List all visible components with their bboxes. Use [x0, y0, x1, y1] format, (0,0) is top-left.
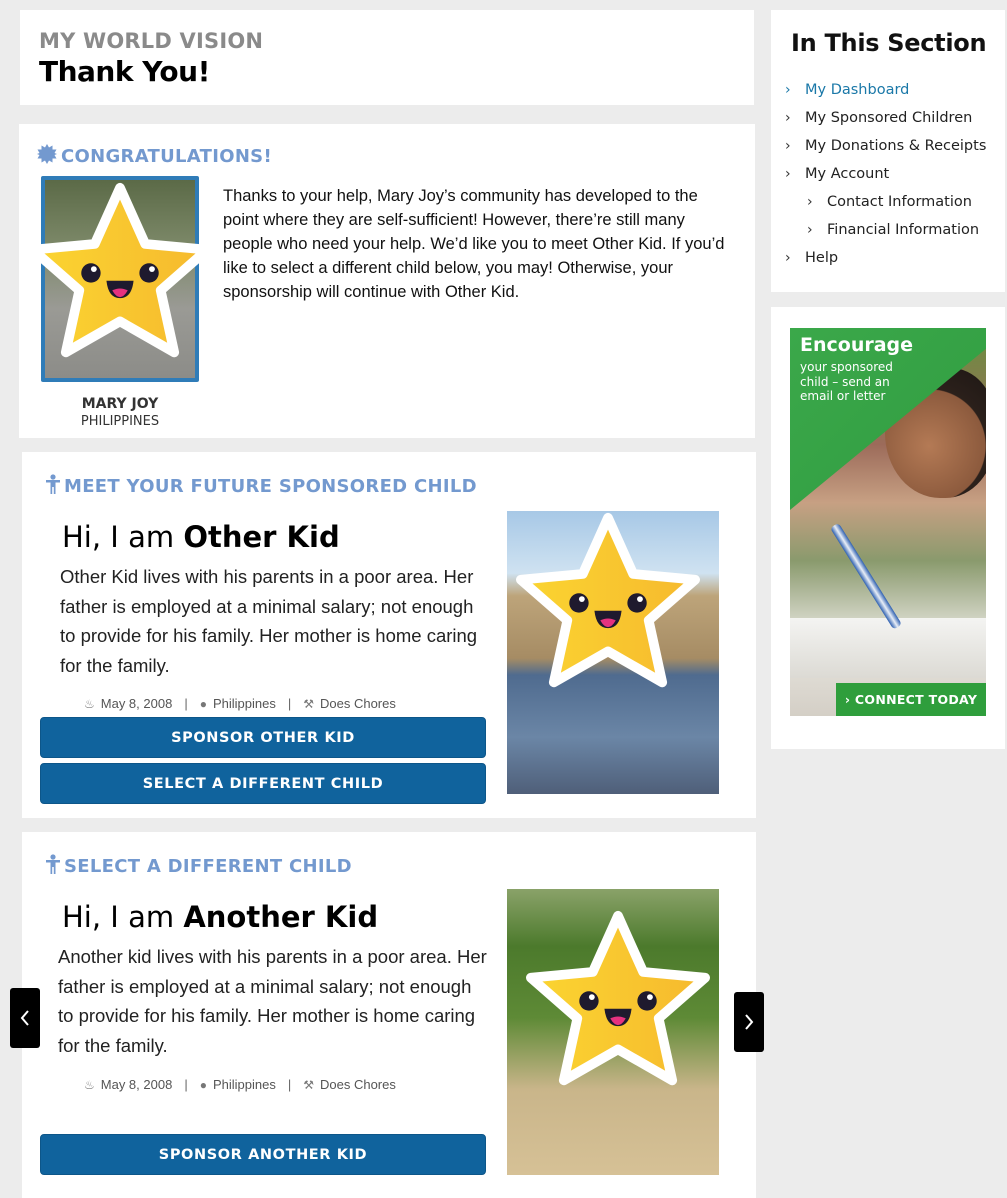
- different-child-name: Another Kid: [183, 900, 379, 934]
- globe-icon: ●: [199, 696, 207, 711]
- future-child-name: Other Kid: [183, 520, 340, 554]
- star-face-icon: [520, 908, 716, 1092]
- star-face-icon: [510, 510, 706, 694]
- chevron-right-icon: ›: [785, 110, 791, 126]
- different-child-bio: Another kid lives with his parents in a poor area. Her father is employed at a minimal salary; not enough to provide for his family. Her mother is home caring for the family.: [58, 946, 487, 1056]
- different-child-activity: Does Chores: [319, 1077, 396, 1092]
- different-child-country: Philippines: [212, 1077, 276, 1092]
- chevron-right-icon: ›: [785, 250, 791, 266]
- chevron-right-icon: ›: [785, 166, 791, 182]
- sponsored-child-name: MARY JOY: [81, 396, 159, 412]
- chevron-right-icon: ›: [785, 138, 791, 154]
- encourage-ad-banner[interactable]: [790, 328, 986, 716]
- section-nav: [771, 10, 1005, 292]
- nav-item-contact-information[interactable]: › Contact Information: [807, 194, 972, 210]
- chevron-right-icon: ›: [807, 194, 813, 210]
- hammer-icon: ⚒: [303, 1077, 314, 1092]
- divider: |: [184, 696, 188, 711]
- encourage-ad-panel: [771, 307, 1005, 749]
- different-child-heading: [46, 854, 352, 879]
- section-nav-list: [785, 76, 986, 272]
- ad-photo-paper: [790, 618, 986, 678]
- divider: |: [287, 1077, 292, 1092]
- ad-title: Encourage: [800, 334, 914, 356]
- future-child-activity: Does Chores: [319, 696, 396, 711]
- future-child-card: [22, 452, 756, 818]
- chevron-right-icon: ›: [807, 222, 813, 238]
- ad-photo-pen: [830, 523, 902, 630]
- chevron-right-icon: ›: [785, 82, 791, 98]
- child-figure-icon: [46, 474, 60, 499]
- future-child-heading: [46, 474, 477, 499]
- divider: |: [184, 1077, 188, 1092]
- nav-item-help[interactable]: › Help: [785, 250, 839, 266]
- sponsor-other-kid-button[interactable]: SPONSOR OTHER KID: [40, 717, 486, 758]
- chevron-left-icon: [19, 1008, 31, 1028]
- nav-item-my-account[interactable]: › My Account: [785, 166, 890, 182]
- congratulations-heading-text: CONGRATULATIONS!: [61, 146, 272, 167]
- ad-subtitle: your sponsored child – send an email or letter: [800, 360, 893, 403]
- birthday-cake-icon: ♨: [84, 696, 95, 711]
- congratulations-heading: [37, 144, 272, 169]
- page-kicker: MY WORLD VISION: [39, 29, 264, 53]
- divider: |: [287, 696, 292, 711]
- carousel-prev-button[interactable]: [10, 988, 40, 1048]
- nav-item-my-dashboard[interactable]: › My Dashboard: [785, 82, 910, 98]
- congratulations-message: Thanks to your help, Mary Joy’s community has developed to the point where they are self-sufficient! However, there’re still many people who need your help. We’d like you to meet Other Kid. If you’d like to select a different child below, you may! Otherwise, your sponsorship will continue with Other Kid.: [223, 187, 725, 301]
- section-nav-title: In This Section: [791, 29, 987, 57]
- hammer-icon: ⚒: [303, 696, 314, 711]
- different-child-heading-text: SELECT A DIFFERENT CHILD: [64, 856, 352, 877]
- badge-burst-icon: [37, 144, 57, 169]
- carousel-next-button[interactable]: [734, 992, 764, 1052]
- future-child-meta: [84, 696, 396, 711]
- child-figure-icon: [46, 854, 60, 879]
- future-child-country: Philippines: [212, 696, 276, 711]
- nav-item-financial-information[interactable]: › Financial Information: [807, 222, 980, 238]
- future-child-greeting: Hi, I am Other Kid: [62, 520, 340, 554]
- star-face-icon: [22, 180, 218, 364]
- congratulations-card: [19, 124, 755, 438]
- page-title: Thank You!: [39, 55, 210, 88]
- different-child-meta: [84, 1077, 396, 1092]
- nav-item-my-sponsored-children[interactable]: › My Sponsored Children: [785, 110, 973, 126]
- connect-today-button[interactable]: › CONNECT TODAY: [836, 683, 986, 716]
- birthday-cake-icon: ♨: [84, 1077, 95, 1092]
- future-child-bio: Other Kid lives with his parents in a poor area. Her father is employed at a minimal salary; not enough to provide for his family. Her mother is home caring for the family.: [60, 566, 478, 676]
- future-child-birthday: May 8, 2008: [100, 696, 173, 711]
- globe-icon: ●: [199, 1077, 207, 1092]
- different-child-greeting: Hi, I am Another Kid: [62, 900, 379, 934]
- different-child-birthday: May 8, 2008: [100, 1077, 173, 1092]
- future-child-heading-text: MEET YOUR FUTURE SPONSORED CHILD: [64, 476, 477, 497]
- chevron-right-icon: [743, 1012, 755, 1032]
- sponsor-another-kid-button[interactable]: SPONSOR ANOTHER KID: [40, 1134, 486, 1175]
- nav-item-my-donations-receipts[interactable]: › My Donations & Receipts: [785, 138, 987, 154]
- sponsored-child-country: PHILIPPINES: [80, 414, 160, 429]
- page-header: [20, 10, 754, 105]
- select-different-child-button[interactable]: SELECT A DIFFERENT CHILD: [40, 763, 486, 804]
- different-child-card: [22, 832, 756, 1198]
